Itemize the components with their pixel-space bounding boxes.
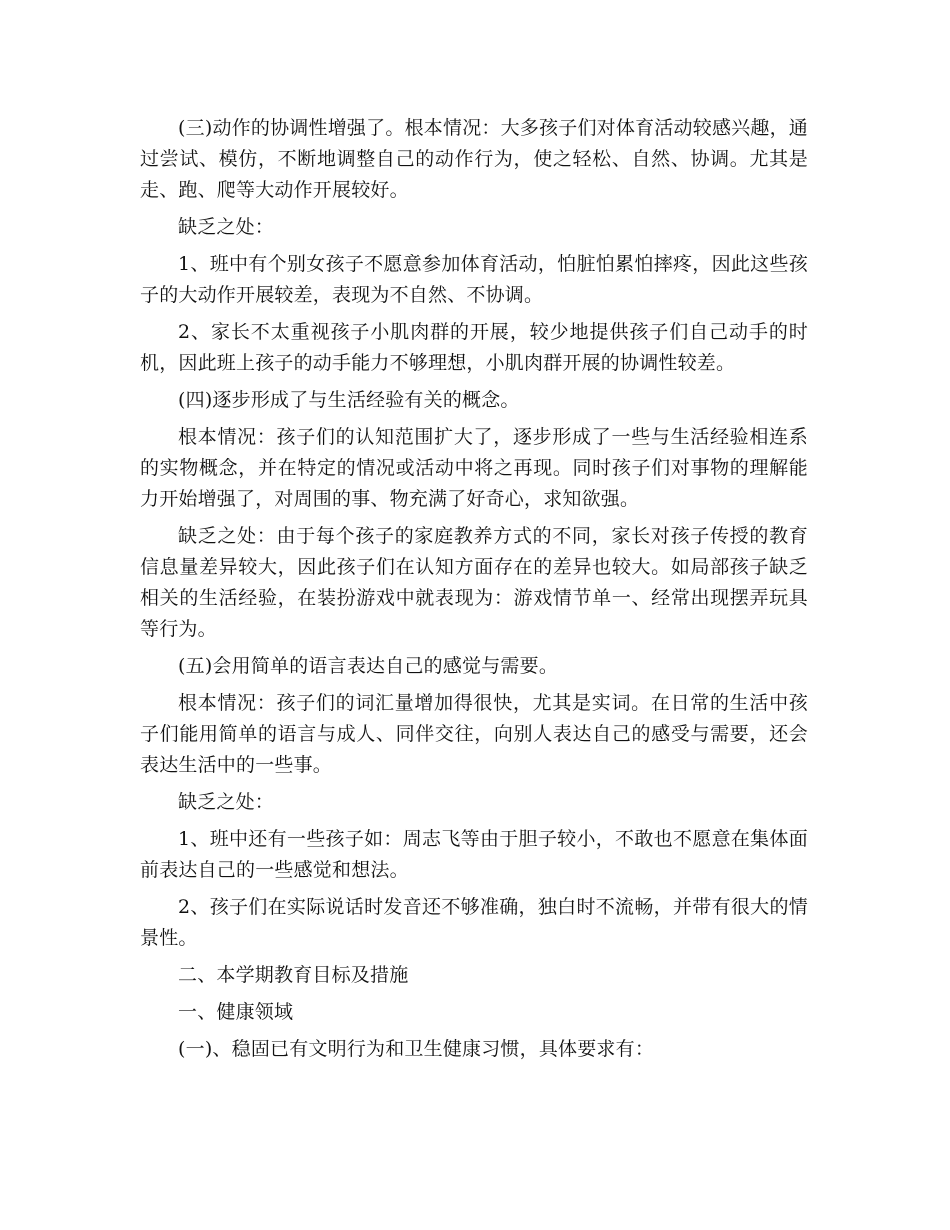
paragraph-language-shortcoming-1: 1、班中还有一些孩子如：周志飞等由于胆子较小，不敢也不愿意在集体面前表达自己的一些感觉和想法。 bbox=[140, 828, 808, 881]
paragraph-language-heading: (五)会用简单的语言表达自己的感觉与需要。 bbox=[178, 655, 559, 677]
section-heading-goals: 二、本学期教育目标及措施 bbox=[178, 964, 409, 986]
paragraph-shortcoming-1: 1、班中有个别女孩子不愿意参加体育活动，怕脏怕累怕摔疼，因此这些孩子的大动作开展较差，表现为不自然、不协调。 bbox=[140, 253, 808, 306]
paragraph-concepts-basic: 根本情况：孩子们的认知范围扩大了，逐步形成了一些与生活经验相连系的实物概念，并在特定的情况或活动中将之再现。同时孩子们对事物的理解能力开始增强了，对周围的事、物充满了好奇心，求知欲强。 bbox=[140, 426, 808, 510]
paragraph-shortcomings-label: 缺乏之处： bbox=[178, 216, 275, 238]
document-body bbox=[140, 113, 808, 1071]
paragraph-concepts-heading: (四)逐步形成了与生活经验有关的概念。 bbox=[178, 389, 520, 411]
paragraph-language-basic: 根本情况：孩子们的词汇量增加得很快，尤其是实词。在日常的生活中孩子们能用简单的语言与成人、同伴交往，向别人表达自己的感受与需要，还会表达生活中的一些事。 bbox=[140, 692, 808, 776]
paragraph-motor-coordination-heading: (三)动作的协调性增强了。根本情况：大多孩子们对体育活动较感兴趣，通过尝试、模仿，不断地调整自己的动作行为，使之轻松、自然、协调。尤其是走、跑、爬等大动作开展较好。 bbox=[140, 117, 808, 201]
subsection-heading-habits: (一)、稳固已有文明行为和卫生健康习惯，具体要求有： bbox=[178, 1038, 655, 1060]
paragraph-shortcomings-label-2: 缺乏之处： bbox=[178, 791, 275, 813]
paragraph-shortcoming-2: 2、家长不太重视孩子小肌肉群的开展，较少地提供孩子们自己动手的时机，因此班上孩子的动手能力不够理想，小肌肉群开展的协调性较差。 bbox=[140, 321, 808, 374]
paragraph-language-shortcoming-2: 2、孩子们在实际说话时发音还不够准确，独白时不流畅，并带有很大的情景性。 bbox=[140, 896, 808, 949]
paragraph-concepts-shortcoming: 缺乏之处：由于每个孩子的家庭教养方式的不同，家长对孩子传授的教育信息量差异较大，因此孩子们在认知方面存在的差异也较大。如局部孩子缺乏相关的生活经验，在装扮游戏中就表现为：游戏情节单一、经常出现摆弄玩具等行为。 bbox=[140, 525, 808, 640]
section-heading-health: 一、健康领域 bbox=[178, 1001, 294, 1023]
